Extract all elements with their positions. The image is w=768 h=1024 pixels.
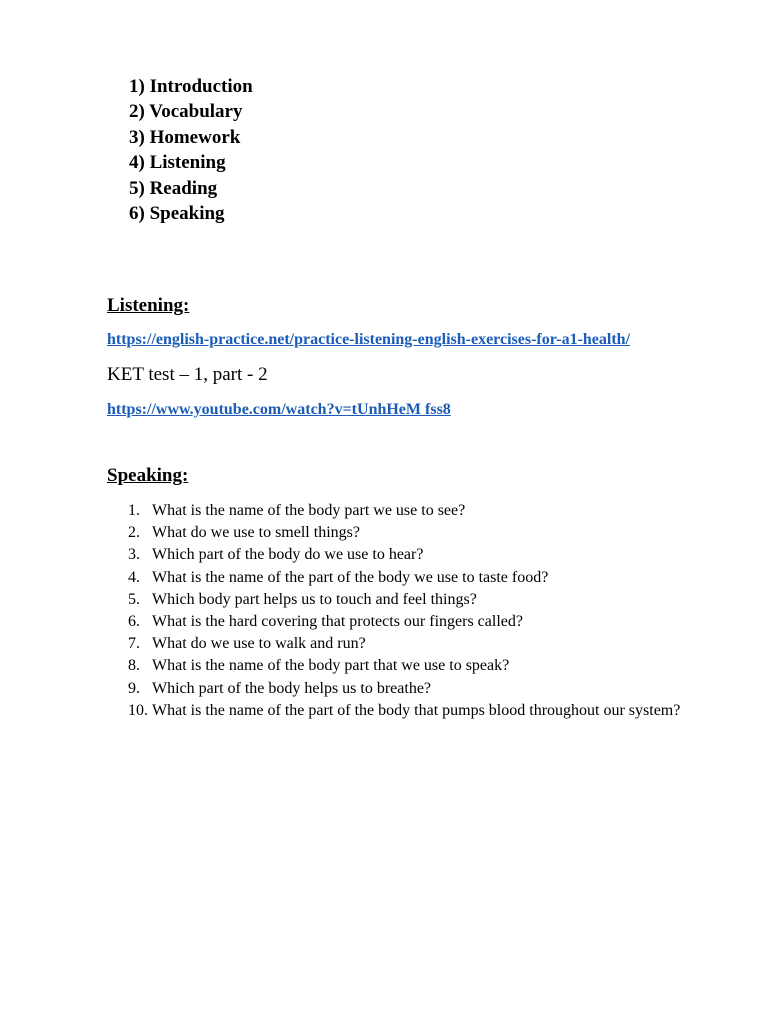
question-item [128,567,688,589]
question-item [128,655,688,677]
question-text: What is the hard covering that protects our fingers called? [152,613,523,631]
outline-item: 3) Homework [129,126,241,148]
outline-item: 6) Speaking [129,202,225,224]
question-item [128,700,688,722]
question-item [128,522,688,544]
question-text: What is the name of the part of the body we use to taste food? [152,568,549,586]
ket-test-label: KET test – 1, part - 2 [107,364,268,385]
outline-item: 5) Reading [129,177,218,199]
question-number: 1. [128,502,140,519]
speaking-questions-list [128,500,688,722]
question-text: Which part of the body do we use to hear? [152,546,424,564]
question-text: What do we use to walk and run? [152,635,366,653]
question-item [128,589,688,611]
question-number: 8. [128,657,140,675]
speaking-heading: Speaking: [107,465,189,486]
lesson-outline [129,74,253,226]
question-text: Which body part helps us to touch and feel things? [152,590,477,608]
question-number: 3. [128,546,140,564]
question-number: 7. [128,635,140,653]
listening-heading: Listening: [107,295,190,316]
question-text: What is the name of the part of the body that pumps blood throughout our system? [152,701,681,719]
outline-item: 4) Listening [129,152,226,174]
outline-item: 2) Vocabulary [129,101,243,123]
question-text: What do we use to smell things? [152,524,360,542]
question-number: 10. [128,701,148,719]
question-number: 2. [128,524,140,542]
question-number: 9. [128,679,140,697]
question-item [128,633,688,655]
question-item [128,500,688,522]
question-number: 5. [128,590,140,608]
youtube-link[interactable]: https://www.youtube.com/watch?v=tUnhHeM fss8 [107,401,451,418]
question-text: What is the name of the body part that we use to speak? [152,657,510,675]
outline-item: 1) Introduction [129,76,253,97]
question-text: What is the name of the body part we use to see? [152,502,466,519]
question-text: Which part of the body helps us to breathe? [152,679,432,697]
question-number: 6. [128,613,140,631]
question-item [128,678,688,700]
question-item [128,611,688,633]
question-item [128,544,688,566]
question-number: 4. [128,568,140,586]
listening-practice-link[interactable]: https://english-practice.net/practice-listening-english-exercises-for-a1-health/ [107,331,631,348]
